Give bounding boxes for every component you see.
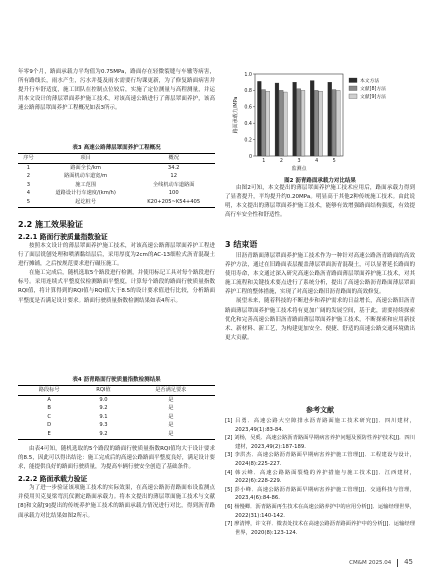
page-number: 45	[404, 558, 413, 566]
bar	[275, 83, 279, 156]
x-tick-label: 1	[262, 159, 266, 164]
reference-item: [5] 彭小峰．高速公路沥青路面早期病害养护施工管理[J]．交通科技与管理，2023,4(6):84-86.	[225, 486, 415, 502]
table3-caption: 表3 高速公路薄层罩面养护工程概况	[72, 145, 161, 151]
table-row	[18, 163, 215, 172]
table-cell: 是	[168, 405, 174, 412]
x-tick-label: 2	[279, 159, 283, 164]
table-cell: 全线机动车道路面	[152, 181, 195, 188]
table4-header-cell: 路段标号	[38, 387, 60, 393]
reference-item: [1] 吕勇．高速公路大空隙排水沥青路面施工技术研究[J]．四川建材，2023,49(1):83-84.	[225, 418, 415, 433]
table3	[18, 153, 215, 208]
bar	[319, 91, 323, 156]
table-row	[18, 421, 215, 430]
paragraph: 展望未来，随着科技的不断进步和养护需求的日益增长，高速公路旧沥青路面薄层罩面养护施工技术将有更加广阔的发展空间，基于此，需要持续探索优化和完善高速公路旧沥青路面薄层罩面养护施工技术，不断探索和应用新技术、新材料、新工艺，为构建更加安全、便捷、舒适的高速公路交通环境做出更大贡献。	[225, 298, 415, 341]
table-row	[18, 404, 215, 413]
figure-2	[225, 68, 415, 184]
table-cell: 2	[26, 173, 31, 180]
paragraph: 由图2可知，本文提出的薄层罩面养护施工技术应用后，路面承载力得到了显著提升，平均提升约0.20MPa。明显高于其他2种传统施工技术。由此说明，本文提出的薄层罩面养护施工技术，能够有效增强路面结构强度，有效提高行车安全性和舒适性。	[225, 185, 415, 219]
table-cell: 是	[168, 422, 174, 429]
legend-label: 本文方法	[360, 79, 380, 84]
figure-discussion	[225, 184, 415, 220]
table-cell: A	[47, 396, 51, 403]
y-tick-label: 0.6	[244, 105, 252, 111]
bar	[262, 90, 266, 156]
table-row	[18, 189, 215, 198]
bar	[293, 82, 297, 156]
table-cell: 100	[168, 190, 179, 197]
chart-bars	[257, 81, 340, 156]
footer-divider	[397, 559, 398, 567]
reference-item: [3] 李洪杰．高速公路沥青路面早期病害养护施工管理[J]．工程建设与设计，2024(8):225-227.	[225, 452, 415, 467]
intro-block	[18, 68, 215, 113]
paragraph: 旧沥青路面薄层罩面养护施工技术作为一种针对高速公路沥青路面的高效养护方法，通过在旧路面表层覆盖薄层罩面沥青混凝土，可以显著延长路面的使用寿命，本文通过深入研究高速公路沥青路面薄层罩面养护施工技术，对其施工流程和关键技术要点进行了系统分析，提出了高速公路沥青路面薄层罩面养护工程的整体措施，实现了对高速公路旧沥青路面的高效修复。	[225, 253, 415, 296]
table-cell: 5	[26, 198, 31, 205]
section-heading: 2.2 施工效果验证	[18, 220, 83, 229]
table-cell: E	[47, 430, 51, 437]
x-axis-label: 监测点	[291, 166, 307, 172]
table-row	[18, 413, 215, 422]
y-axis-label: 路面承载力/MPa	[233, 96, 239, 134]
table-row	[18, 430, 215, 439]
legend-swatch	[349, 86, 357, 91]
bar	[328, 82, 332, 156]
table-cell: 是	[168, 396, 174, 403]
section-3-block	[225, 239, 415, 343]
table-cell: 是	[168, 413, 174, 420]
legend-swatch	[349, 78, 357, 83]
table-cell: 路面全长/km	[70, 164, 101, 171]
table3-header-cell: 概况	[168, 155, 179, 161]
bar	[310, 81, 314, 156]
table-row	[18, 198, 215, 207]
table-cell: 12	[170, 173, 177, 180]
x-tick-label: 5	[332, 159, 336, 164]
reference-list	[225, 417, 415, 537]
table-row	[18, 172, 215, 181]
y-tick-label: 0.8	[244, 89, 252, 95]
table-cell: 34.2	[167, 164, 180, 171]
table4-block	[18, 375, 215, 440]
table-cell: 1	[26, 164, 31, 171]
table3-header-cell: 序号	[23, 155, 34, 161]
table-cell: 9.3	[99, 422, 108, 429]
table-cell: C	[47, 413, 51, 420]
table-cell: B	[47, 405, 51, 412]
bar	[279, 90, 283, 156]
table4-header-cell: RQI值	[96, 387, 111, 393]
page-footer	[349, 558, 413, 567]
table-cell: 4	[26, 190, 31, 197]
bar	[284, 92, 288, 156]
paragraph: 由表4可知，随机选取的5个路段的路面行驶质量指数RQI值均大于设计要求的8.5，因此可以得出结论：施工完成后的高速公路路面平整度良好，满足设计要求，能提供良好的路面行驶质量，为提高车辆行驶安全创造了基础条件。	[18, 446, 215, 471]
y-tick-label: 0.2	[244, 138, 252, 144]
bar-chart	[225, 68, 415, 172]
table-cell: D	[47, 422, 52, 429]
references-heading: 参考文献	[306, 406, 334, 414]
reference-item: [4] 韩云峰．高速公路路面裂缝的养护措施与施工技术[J]．江西建材，2022(6):228-229.	[225, 469, 415, 485]
bar	[332, 90, 336, 156]
y-tick-label: 1.0	[244, 72, 252, 78]
subsection-heading: 2.2.1 路面行驶质量指数验证	[18, 233, 108, 241]
table4-header-row	[18, 386, 215, 396]
bar	[314, 90, 318, 156]
x-tick-label: 4	[315, 159, 319, 164]
bar	[336, 90, 340, 156]
table-cell: 9.1	[99, 413, 108, 420]
section-2-2-block	[18, 219, 215, 306]
paragraph: 为了进一步验证该项施工技术的实际效果，在高速公路沥青路面布设监测点并使用贝克曼梁弯沉仪测定路面承载力。将本文提出的薄层罩面施工技术与文献[8]和文献[9]提出的传统养护施工技术的路面承载力情况进行对比，得到沥青路面承载力对比结果如图2所示。	[18, 485, 215, 519]
table4-caption: 表4 沥青路面行驶质量指数检测结果	[72, 377, 161, 383]
table-cell: 9.2	[99, 430, 108, 437]
figure-caption: 图2 沥青路面承载力对比结果	[284, 178, 356, 184]
table-cell: 路面机动车道宽/m	[64, 173, 108, 180]
bar	[257, 81, 261, 156]
bar	[297, 89, 301, 156]
paragraph: 按照本文设计的薄层罩面养护施工技术，对该高速公路薄层罩面养护工程进行了面层铣刨处理和喷洒黏结层后，采用厚度为2cm的AC-13细粒式沥青混凝土进行摊铺，之后按规范要求进行碾压施工。	[18, 243, 215, 268]
reference-item: [7] 廖清博，许文祥．微表处技术在高速公路沥青路面养护中的分析[J]．运输经理世界，2020(8):123-124.	[225, 521, 415, 536]
table-cell: 施工范围	[75, 181, 97, 188]
section-heading: 3 结束语	[225, 240, 258, 249]
legend-swatch	[349, 94, 357, 99]
chart-axes	[232, 72, 343, 172]
y-tick-label: 0.4	[244, 122, 252, 127]
x-tick-label: 3	[297, 159, 301, 164]
reference-item: [6] 杨慢卿．沥青路面再生技术在高速公路养护中的应用分析[J]．运输经理世界，2022(31):140-142.	[225, 503, 415, 519]
subsection-heading: 2.2.2 路面承载力验证	[18, 475, 88, 484]
table3-block	[18, 143, 215, 208]
table-row	[18, 181, 215, 190]
table4-header-cell: 是否满足要求	[155, 387, 187, 393]
section-2-2-2-block	[18, 445, 215, 521]
table-cell: 道路设计行车速度/(km/h)	[55, 190, 116, 197]
table-row	[18, 395, 215, 404]
journal-name: CM&M 2025.04	[349, 560, 392, 566]
table4	[18, 385, 215, 440]
table-cell: 9.2	[99, 405, 108, 412]
bar	[301, 90, 305, 156]
table-cell: 3	[26, 181, 31, 188]
legend-label: 文献[9]方法	[360, 95, 386, 100]
reference-item: [2] 刘杨，吴奚．高速公路沥青路面早期病害养护问题及预防性养护技术[J]．四川建材，2023,49(2):187-189.	[225, 435, 415, 450]
legend-label: 文献[8]方法	[360, 87, 386, 92]
table-cell: K20+205~K54+405	[147, 198, 201, 205]
bar	[266, 91, 270, 156]
table-cell: 9.0	[99, 396, 108, 403]
references	[225, 405, 415, 537]
chart-legend	[349, 77, 386, 100]
intro-paragraph: 年零9个月，路面承载力平均值为0.75MPa，路面存在轻微裂缝与车辙等病害，所有路线长，雨水产生，污水并蔓及雨水需要行均课更新，为了修复路面病害并提升行车舒适度，施工团队在控制点位较后，实施了定位测量与高程测量，并运用本文设计的薄层罩面养护施工技术，对该高速公路进行了薄层罩面养护，该高速公路薄层罩面养护工程概况如表3所示。	[18, 69, 215, 112]
table3-header-cell: 项目	[80, 155, 91, 161]
table3-header-row	[18, 154, 215, 164]
table-cell: 起讫桩号	[75, 198, 97, 205]
paragraph: 在施工完成后，随机选取5个路段进行检测，并使用标记工具对每个路段进行标号。采用连续式平整度仪检测路面平整度，计算每个路段的路面行驶质量指数RQI值，将计算得到的RQI值与RQI值大于8.5的设计要求值进行比较，分析路面平整度是否满足设计要求。路面行驶质量指数检测结果如表4所示。	[18, 270, 215, 304]
table-cell: 是	[168, 430, 174, 437]
y-tick-label: 0	[248, 154, 252, 160]
